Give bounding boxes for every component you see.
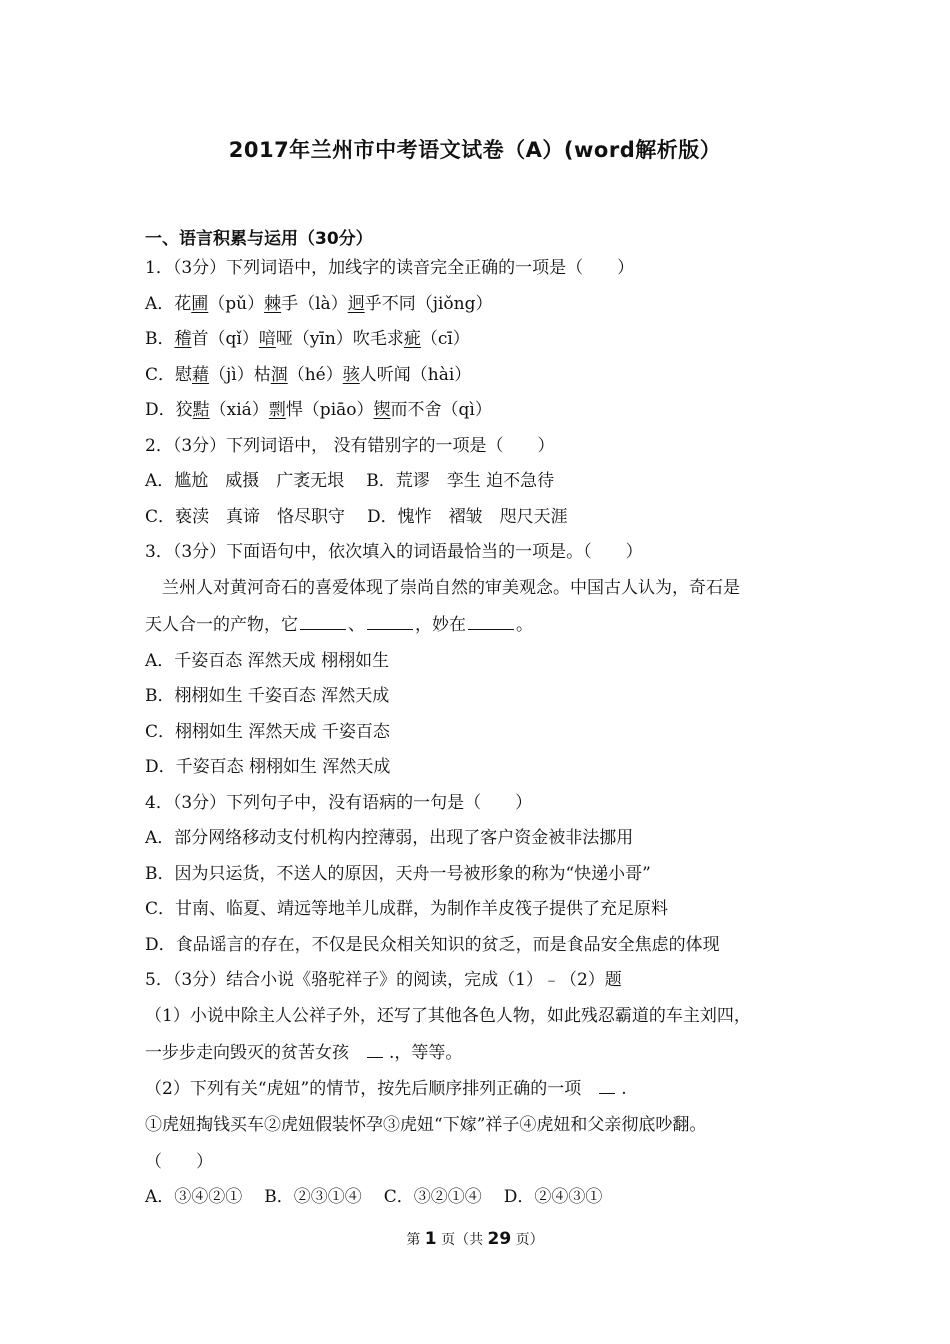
question-2-option-b: B．荒谬 孪生 迫不急待 [366, 471, 555, 491]
question-1-option-b [145, 327, 470, 351]
option-text: （jì）枯 [209, 365, 271, 385]
option-text: 哑（yīn）吹毛求 [275, 329, 404, 349]
passage-text: ，妙在 [415, 615, 466, 635]
option-text: 首（qǐ） [191, 329, 259, 349]
section-heading: 一、语言积累与运用（30分） [145, 229, 373, 249]
option-text: 慰 [175, 365, 193, 385]
underlined-char: 锲 [373, 400, 391, 420]
question-1-stem: 1．（3分）下列词语中，加线字的读音完全正确的一项是（ ） [145, 258, 635, 278]
question-5-option-d: D．②④③① [503, 1187, 603, 1207]
passage-text: 。 [516, 615, 533, 635]
question-1-option-c [145, 363, 471, 387]
option-label: D． [145, 400, 176, 420]
question-3-option-d: D．千姿百态 栩栩如生 浑然天成 [145, 757, 391, 777]
footer-text: 第 [406, 1232, 425, 1248]
underlined-char: 疵 [403, 329, 421, 349]
question-2-option-c: C．亵渎 真谛 恪尽职守 [145, 507, 346, 527]
option-text: （hé） [287, 365, 343, 385]
part-text: .，等等。 [389, 1043, 463, 1063]
question-2-options-ab [145, 469, 554, 493]
footer-text: 页（共 [436, 1232, 488, 1248]
underlined-char: 棘 [264, 294, 282, 314]
question-3-option-a: A．千姿百态 浑然天成 栩栩如生 [145, 651, 390, 671]
option-text: 花 [174, 294, 192, 314]
underlined-char: 黠 [192, 400, 210, 420]
question-3-option-b: B．栩栩如生 千姿百态 浑然天成 [145, 686, 390, 706]
question-3-stem: 3．（3分）下面语句中，依次填入的词语最恰当的一项是。（ ） [145, 542, 643, 562]
question-1-option-d [145, 398, 492, 422]
part-text: （2）下列有关“虎妞”的情节，按先后顺序排列正确的一项 [145, 1079, 582, 1099]
question-4-stem: 4．（3分）下列句子中，没有语病的一句是（ ） [145, 793, 533, 813]
question-4-option-d: D．食品谣言的存在，不仅是民众相关知识的贫乏，而是食品安全焦虑的体现 [145, 935, 720, 955]
option-text: （pǔ） [208, 294, 265, 314]
fill-blank-2 [367, 614, 413, 630]
question-3-option-c: C．栩栩如生 浑然天成 千姿百态 [145, 722, 390, 742]
option-label: B． [145, 329, 175, 349]
underlined-char: 涸 [270, 365, 288, 385]
question-5-answer-paren: （ ） [145, 1152, 213, 1172]
underlined-char: 圃 [191, 294, 209, 314]
question-4-option-a: A．部分网络移动支付机构内控薄弱，出现了客户资金被非法挪用 [145, 828, 634, 848]
question-5-option-c: C．③②①④ [383, 1187, 482, 1207]
question-5-part-1: （1）小说中除主人公祥子外，还写了其他各色人物，如此残忍霸道的车主刘四， [145, 1006, 751, 1026]
question-5-items: ①虎妞掏钱买车②虎妞假装怀孕③虎妞“下嫁”祥子④虎妞和父亲彻底吵翻。 [145, 1115, 707, 1135]
question-3-passage-line-2 [145, 613, 533, 637]
underlined-char: 藉 [192, 365, 210, 385]
question-4-option-c: C．甘南、临夏、靖远等地羊儿成群，为制作羊皮筏子提供了充足原料 [145, 899, 669, 919]
question-5-option-b: B．②③①④ [264, 1187, 362, 1207]
question-5-options [145, 1185, 602, 1209]
question-5-stem: 5．（3分）结合小说《骆驼祥子》的阅读，完成（1）﹣（2）题 [145, 970, 622, 990]
option-text: 悍（piāo） [285, 400, 374, 420]
option-text: 手（là） [281, 294, 348, 314]
option-text: 人听闻（hài） [359, 365, 472, 385]
underlined-char: 稽 [174, 329, 192, 349]
option-text: （cī） [420, 329, 470, 349]
question-3-passage-line-1: 兰州人对黄河奇石的喜爱体现了崇尚自然的审美观念。中国古人认为，奇石是 [162, 578, 740, 598]
question-5-part-1-cont [145, 1041, 462, 1065]
option-label: C． [145, 365, 176, 385]
question-4-option-b: B．因为只运货，不送人的原因，天舟一号被形象的称为“快递小哥” [145, 864, 651, 884]
question-2-option-a: A．尴尬 威摄 广袤无垠 [145, 471, 345, 491]
footer-text: 页） [511, 1232, 544, 1248]
page-footer [0, 1229, 950, 1249]
question-5-option-a: A．③④②① [145, 1187, 243, 1207]
underlined-char: 骇 [342, 365, 360, 385]
part-text: . [621, 1079, 627, 1099]
option-text: 狡 [175, 400, 193, 420]
underlined-char: 迥 [347, 294, 365, 314]
underlined-char: 剽 [268, 400, 286, 420]
fill-blank-1 [300, 614, 346, 630]
underlined-char: 喑 [258, 329, 276, 349]
passage-text: 、 [348, 615, 365, 635]
option-label: A． [145, 294, 175, 314]
question-2-option-d: D．愧怍 褶皱 咫尺天涯 [367, 507, 568, 527]
question-1-option-a [145, 292, 492, 316]
question-2-options-cd [145, 505, 568, 529]
option-text: 而不舍（qì） [390, 400, 492, 420]
page-number: 1 [424, 1229, 437, 1249]
fill-blank [599, 1079, 615, 1094]
document-title: 2017年兰州市中考语文试卷（A）(word解析版） [228, 138, 722, 162]
page-total: 29 [487, 1229, 512, 1249]
option-text: （xiá） [209, 400, 269, 420]
option-text: 乎不同（jiǒng） [364, 294, 493, 314]
question-2-stem: 2．（3分）下列词语中， 没有错别字的一项是（ ） [145, 436, 555, 456]
fill-blank [367, 1043, 383, 1058]
fill-blank-3 [468, 614, 514, 630]
part-text: 一步步走向毁灭的贫苦女孩 [145, 1043, 349, 1063]
passage-text: 天人合一的产物，它 [145, 615, 298, 635]
question-5-part-2 [145, 1077, 627, 1101]
